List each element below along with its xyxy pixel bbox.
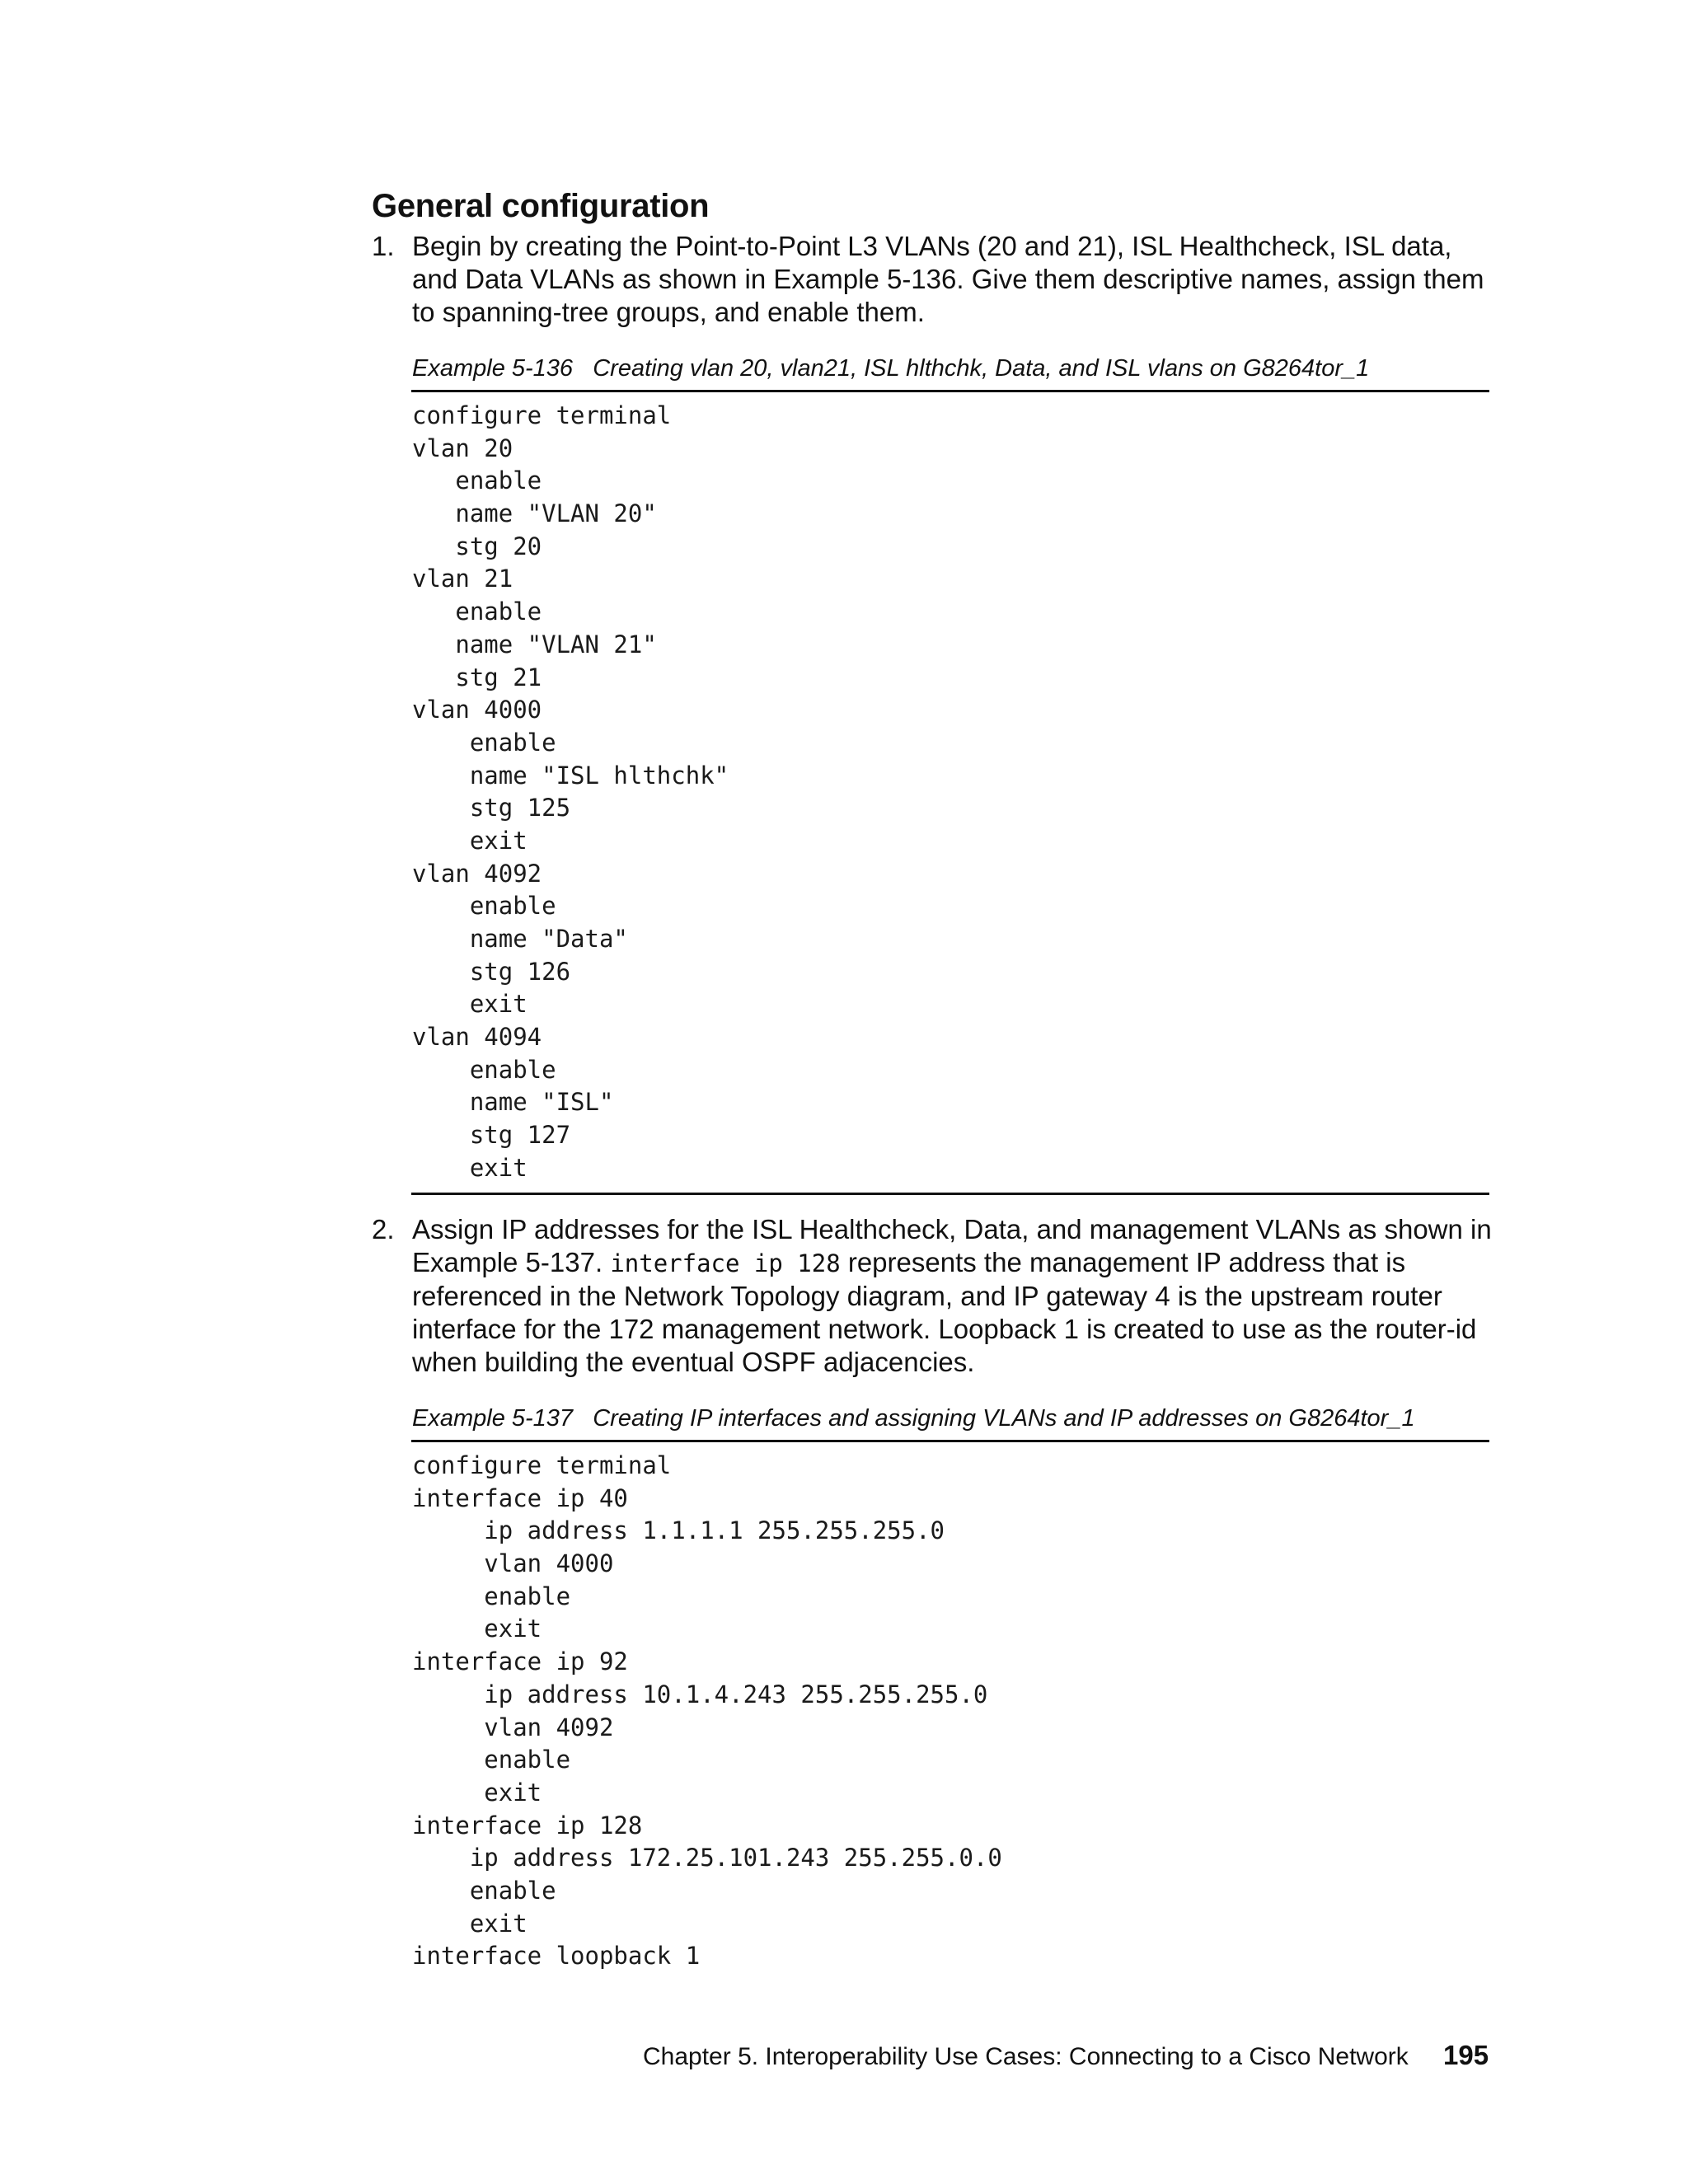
code-line: stg 126 — [412, 957, 571, 986]
code-line: stg 127 — [412, 1121, 571, 1150]
example-137-top-rule — [411, 1440, 1489, 1442]
step-2-number: 2. — [372, 1214, 395, 1244]
code-line: interface loopback 1 — [412, 1942, 701, 1971]
example-137-code — [412, 1450, 1002, 1973]
code-line: stg 21 — [412, 663, 542, 691]
footer-chapter-title: Chapter 5. Interoperability Use Cases: Connecting to a Cisco Network — [643, 2043, 1409, 2070]
step-2-line — [412, 1246, 1500, 1280]
code-line: name "Data" — [412, 925, 628, 953]
code-line: exit — [412, 990, 528, 1019]
example-136-top-rule — [411, 390, 1489, 392]
code-line: exit — [412, 826, 528, 855]
example-136-bottom-rule — [411, 1193, 1489, 1195]
code-line: ip address 172.25.101.243 255.255.0.0 — [412, 1844, 1002, 1872]
code-line: enable — [412, 728, 556, 757]
code-line: vlan 4000 — [412, 696, 542, 724]
step-1-text — [412, 230, 1500, 329]
step-1-line: to spanning-tree groups, and enable them. — [412, 297, 925, 327]
step-2-text — [412, 1213, 1500, 1379]
code-line: vlan 4092 — [412, 1713, 614, 1741]
example-136-code — [412, 400, 729, 1185]
step-2-text-segment: Example 5-137. — [412, 1247, 611, 1277]
code-line: name "ISL" — [412, 1088, 614, 1117]
code-line: name "VLAN 20" — [412, 499, 657, 528]
code-line: stg 125 — [412, 794, 571, 823]
example-137-caption: Example 5-137 Creating IP interfaces and assigning VLANs and IP addresses on G8264tor_1 — [412, 1405, 1415, 1432]
example-136-caption: Example 5-136 Creating vlan 20, vlan21, ISL hlthchk, Data, and ISL vlans on G8264tor_1 — [412, 355, 1370, 382]
code-line: exit — [412, 1909, 528, 1938]
code-line: stg 20 — [412, 532, 542, 560]
step-2-line: referenced in the Network Topology diagram, and IP gateway 4 is the upstream router — [412, 1281, 1442, 1311]
code-line: configure terminal — [412, 401, 672, 429]
code-line: vlan 4094 — [412, 1023, 542, 1052]
page-number: 195 — [1443, 2040, 1489, 2070]
step-2-line: Assign IP addresses for the ISL Healthcheck, Data, and management VLANs as shown in — [412, 1214, 1492, 1244]
inline-code: interface ip 128 — [610, 1249, 841, 1277]
code-line: enable — [412, 1746, 571, 1774]
step-1-line: Begin by creating the Point-to-Point L3 VLANs (20 and 21), ISL Healthcheck, ISL data, — [412, 231, 1452, 261]
step-1-number: 1. — [372, 231, 395, 261]
code-line: enable — [412, 598, 542, 626]
step-1-line: and Data VLANs as shown in Example 5-136. Give them descriptive names, assign them — [412, 264, 1484, 294]
code-line: interface ip 40 — [412, 1483, 628, 1512]
code-line: vlan 4092 — [412, 859, 542, 888]
code-line: exit — [412, 1778, 542, 1807]
code-line: ip address 1.1.1.1 255.255.255.0 — [412, 1516, 945, 1545]
code-line: vlan 4000 — [412, 1549, 614, 1578]
code-line: enable — [412, 892, 556, 921]
code-line: exit — [412, 1615, 542, 1643]
section-heading: General configuration — [372, 188, 710, 224]
step-2-line: interface for the 172 management network. Loopback 1 is created to use as the router-id — [412, 1314, 1477, 1344]
code-line: interface ip 128 — [412, 1811, 643, 1840]
code-line: enable — [412, 1876, 556, 1905]
code-line: configure terminal — [412, 1451, 672, 1479]
code-line: vlan 21 — [412, 565, 513, 593]
code-line: name "ISL hlthchk" — [412, 761, 729, 790]
code-line: interface ip 92 — [412, 1647, 628, 1676]
code-line: exit — [412, 1153, 528, 1182]
step-2-text-segment: represents the management IP address that is — [840, 1247, 1406, 1277]
code-line: ip address 10.1.4.243 255.255.255.0 — [412, 1680, 988, 1708]
code-line: enable — [412, 1582, 571, 1610]
code-line: vlan 20 — [412, 434, 513, 462]
code-line: enable — [412, 466, 542, 495]
code-line: name "VLAN 21" — [412, 630, 657, 658]
step-2-line: when building the eventual OSPF adjacencies. — [412, 1347, 975, 1377]
code-line: enable — [412, 1055, 556, 1084]
